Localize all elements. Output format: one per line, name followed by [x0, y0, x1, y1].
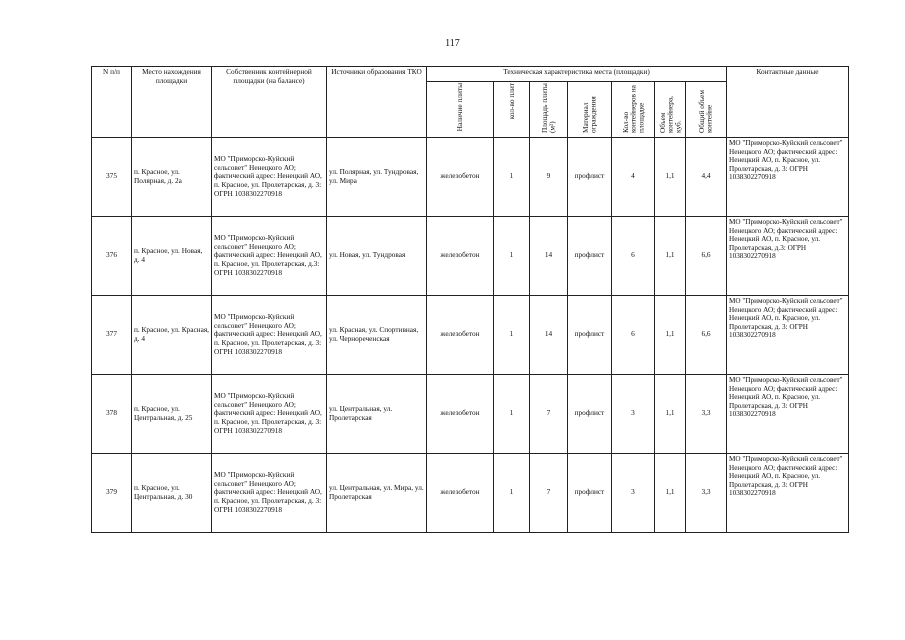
header-row-main: [92, 67, 849, 82]
cell-area: 7: [530, 374, 568, 453]
table-row: [92, 295, 849, 374]
header-tech: Техническая характеристика места (площадки): [427, 67, 727, 82]
header-containers-label: Кол-во контейнеров на площадке: [620, 85, 645, 133]
cell-sources: ул. Новая, ул. Тундровая: [327, 216, 427, 295]
cell-num: 379: [92, 453, 132, 532]
header-sources: Источники образования ТКО: [327, 67, 427, 138]
header-area: [530, 82, 568, 138]
cell-total: 4,4: [686, 137, 727, 216]
header-location: Место нахождения площадки: [132, 67, 212, 138]
header-containers: [612, 82, 655, 138]
cell-owner: МО "Приморско-Куйский сельсовет" Ненецкого АО; фактический адрес: Ненецкий АО, п. Красное, ул. Пролетарская, д. 3: ОГРН 1038302270918: [212, 453, 327, 532]
header-total: [686, 82, 727, 138]
cell-owner: МО "Приморско-Куйский сельсовет" Ненецкого АО; фактический адрес: Ненецкий АО, п. Красное, ул. Пролетарская, д. 3: ОГРН 1038302270918: [212, 374, 327, 453]
table-row: [92, 374, 849, 453]
cell-num: 375: [92, 137, 132, 216]
cell-num: 378: [92, 374, 132, 453]
cell-location: п. Красное, ул. Центральная, д. 30: [132, 453, 212, 532]
cell-num: 377: [92, 295, 132, 374]
cell-volume: 1,1: [655, 374, 686, 453]
table-row: [92, 216, 849, 295]
header-slab-label: Наличие плиты: [455, 83, 465, 132]
header-slab-count-label: кол-во плит: [506, 83, 516, 120]
cell-owner: МО "Приморско-Куйский сельсовет" Ненецкого АО; фактический адрес: Ненецкий АО, п. Красное, ул. Пролетарская, д.3: ОГРН 1038302270918: [212, 216, 327, 295]
cell-total: 3,3: [686, 374, 727, 453]
cell-owner: МО "Приморско-Куйский сельсовет" Ненецкого АО; фактический адрес: Ненецкий АО, п. Красное, ул. Пролетарская, д. 3: ОГРН 1038302270918: [212, 137, 327, 216]
cell-slab: железобетон: [427, 137, 494, 216]
cell-containers: 6: [612, 295, 655, 374]
page-number: 117: [445, 38, 460, 49]
cell-slab: железобетон: [427, 374, 494, 453]
container-sites-table: [91, 66, 849, 533]
cell-containers: 6: [612, 216, 655, 295]
table-row: [92, 137, 849, 216]
header-fence-label: Материал ограждения: [580, 96, 598, 133]
cell-contacts: МО "Приморско-Куйский сельсовет" Ненецкого АО; фактический адрес: Ненецкий АО, п. Красное, ул. Пролетарская, д. 3: ОГРН 1038302270918: [727, 295, 849, 374]
cell-total: 6,6: [686, 295, 727, 374]
header-fence: [568, 82, 612, 138]
header-num: N п/п: [92, 67, 132, 138]
cell-slab: железобетон: [427, 295, 494, 374]
cell-area: 9: [530, 137, 568, 216]
cell-sources: ул. Центральная, ул. Пролетарская: [327, 374, 427, 453]
cell-location: п. Красное, ул. Красная, д. 4: [132, 295, 212, 374]
header-slab-count: [494, 82, 530, 138]
cell-slab-count: 1: [494, 216, 530, 295]
cell-num: 376: [92, 216, 132, 295]
cell-fence: профлист: [568, 295, 612, 374]
cell-contacts: МО "Приморско-Куйский сельсовет" Ненецкого АО; фактический адрес: Ненецкий АО, п. Красное, ул. Пролетарская, д. 3: ОГРН 1038302270918: [727, 453, 849, 532]
cell-volume: 1,1: [655, 216, 686, 295]
cell-volume: 1,1: [655, 453, 686, 532]
cell-slab: железобетон: [427, 453, 494, 532]
cell-fence: профлист: [568, 374, 612, 453]
cell-slab: железобетон: [427, 216, 494, 295]
cell-slab-count: 1: [494, 137, 530, 216]
cell-total: 3,3: [686, 453, 727, 532]
cell-sources: ул. Полярная, ул. Тундровая, ул. Мира: [327, 137, 427, 216]
cell-area: 14: [530, 216, 568, 295]
cell-containers: 4: [612, 137, 655, 216]
cell-total: 6,6: [686, 216, 727, 295]
header-volume: [655, 82, 686, 138]
cell-slab-count: 1: [494, 295, 530, 374]
cell-volume: 1,1: [655, 295, 686, 374]
cell-fence: профлист: [568, 453, 612, 532]
cell-volume: 1,1: [655, 137, 686, 216]
header-volume-label: Объем контейнера, куб.: [657, 96, 682, 133]
cell-fence: профлист: [568, 137, 612, 216]
header-area-label: Площадь плиты (м²): [539, 83, 557, 133]
cell-contacts: МО "Приморско-Куйский сельсовет" Ненецкого АО; фактический адрес: Ненецкий АО, п. Красное, ул. Пролетарская, д. 3: ОГРН 1038302270918: [727, 137, 849, 216]
cell-fence: профлист: [568, 216, 612, 295]
cell-slab-count: 1: [494, 453, 530, 532]
cell-contacts: МО "Приморско-Куйский сельсовет" Ненецкого АО; фактический адрес: Ненецкий АО, п. Красное, ул. Пролетарская, д.3: ОГРН 1038302270918: [727, 216, 849, 295]
cell-location: п. Красное, ул. Центральная, д. 25: [132, 374, 212, 453]
cell-containers: 3: [612, 453, 655, 532]
cell-sources: ул. Центральная, ул. Мира, ул. Пролетарская: [327, 453, 427, 532]
cell-area: 7: [530, 453, 568, 532]
header-slab: [427, 82, 494, 138]
header-owner: Собственник контейнерной площадки (на балансе): [212, 67, 327, 138]
cell-sources: ул. Красная, ул. Спортивная, ул. Чернореченская: [327, 295, 427, 374]
cell-slab-count: 1: [494, 374, 530, 453]
cell-location: п. Красное, ул. Новая, д. 4: [132, 216, 212, 295]
cell-owner: МО "Приморско-Куйский сельсовет" Ненецкого АО; фактический адрес: Ненецкий АО, п. Красное, ул. Пролетарская, д. 3: ОГРН 1038302270918: [212, 295, 327, 374]
cell-containers: 3: [612, 374, 655, 453]
header-total-label: Общий объем контейне: [697, 89, 714, 133]
cell-contacts: МО "Приморско-Куйский сельсовет" Ненецкого АО; фактический адрес: Ненецкий АО, п. Красное, ул. Пролетарская, д. 3: ОГРН 1038302270918: [727, 374, 849, 453]
cell-location: п. Красное, ул. Полярная, д. 2а: [132, 137, 212, 216]
header-contacts: Контактные данные: [727, 67, 849, 138]
table-row: [92, 453, 849, 532]
cell-area: 14: [530, 295, 568, 374]
